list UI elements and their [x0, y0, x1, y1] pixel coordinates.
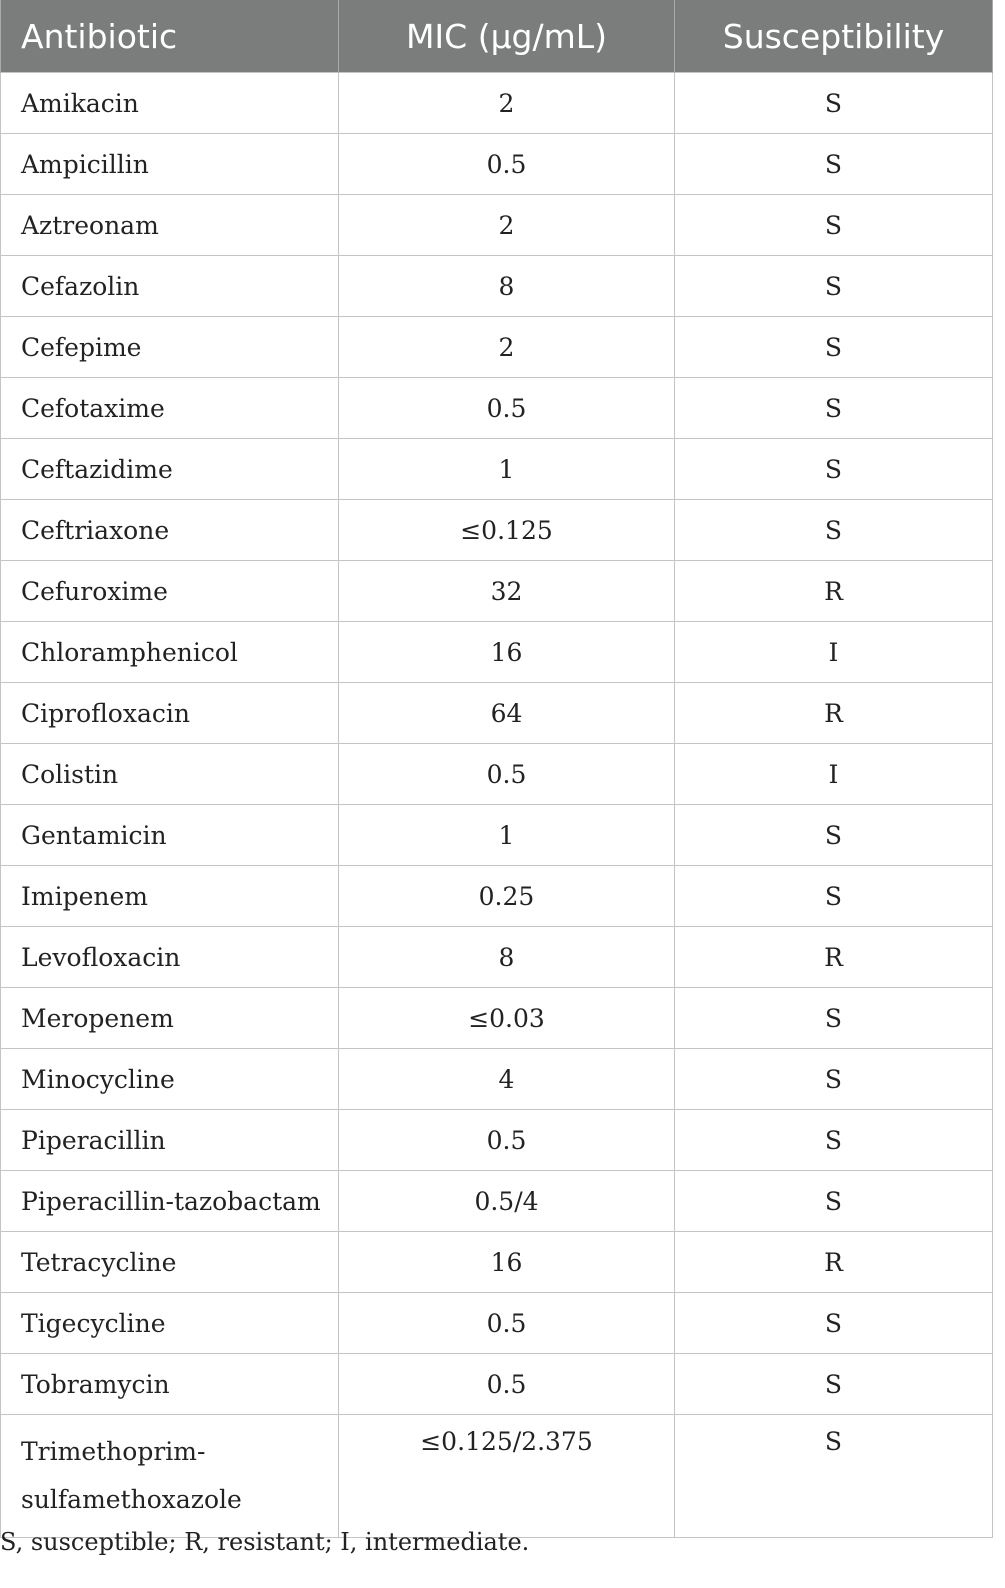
mic-cell: 1 — [339, 439, 675, 500]
antibiotic-cell: Ciprofloxacin — [1, 683, 339, 744]
table-row — [1, 988, 993, 1049]
antibiotic-cell: Levofloxacin — [1, 927, 339, 988]
antibiotic-cell: Minocycline — [1, 1049, 339, 1110]
antibiotic-cell: Piperacillin — [1, 1110, 339, 1171]
mic-cell: 0.5 — [339, 134, 675, 195]
antibiotic-cell: Cefazolin — [1, 256, 339, 317]
antibiotic-cell: Ceftazidime — [1, 439, 339, 500]
table-row — [1, 927, 993, 988]
mic-cell: 16 — [339, 1232, 675, 1293]
table-row — [1, 378, 993, 439]
antibiotic-name-line2: sulfamethoxazole — [21, 1485, 242, 1514]
table-row — [1, 866, 993, 927]
mic-cell: 8 — [339, 927, 675, 988]
table-row — [1, 134, 993, 195]
antibiotic-cell: Colistin — [1, 744, 339, 805]
table-row — [1, 439, 993, 500]
susceptibility-cell: S — [675, 1415, 993, 1538]
table-header — [1, 0, 993, 73]
table-row — [1, 73, 993, 134]
susceptibility-cell: S — [675, 317, 993, 378]
mic-cell: 0.5 — [339, 1293, 675, 1354]
table-row — [1, 805, 993, 866]
susceptibility-cell: S — [675, 866, 993, 927]
table-footnote: S, susceptible; R, resistant; I, intermediate. — [0, 1528, 530, 1556]
table-row — [1, 1171, 993, 1232]
header-antibiotic: Antibiotic — [1, 0, 339, 73]
mic-cell: 0.5 — [339, 744, 675, 805]
table-row — [1, 1232, 993, 1293]
table-row — [1, 561, 993, 622]
table-row — [1, 1415, 993, 1538]
antibiotic-cell: Cefotaxime — [1, 378, 339, 439]
susceptibility-cell: S — [675, 73, 993, 134]
table-row — [1, 1049, 993, 1110]
mic-cell: 0.5 — [339, 1110, 675, 1171]
antibiotic-cell: Tigecycline — [1, 1293, 339, 1354]
susceptibility-cell: S — [675, 805, 993, 866]
mic-cell: ≤0.03 — [339, 988, 675, 1049]
susceptibility-cell: I — [675, 622, 993, 683]
table-row — [1, 1354, 993, 1415]
table-row — [1, 500, 993, 561]
susceptibility-cell: S — [675, 500, 993, 561]
table-row — [1, 195, 993, 256]
antibiotic-cell: Ampicillin — [1, 134, 339, 195]
table-row — [1, 683, 993, 744]
mic-cell: 8 — [339, 256, 675, 317]
susceptibility-cell: S — [675, 1110, 993, 1171]
susceptibility-cell: S — [675, 1354, 993, 1415]
table-row — [1, 317, 993, 378]
antibiotic-cell: Chloramphenicol — [1, 622, 339, 683]
susceptibility-cell: R — [675, 561, 993, 622]
susceptibility-cell: S — [675, 1171, 993, 1232]
mic-cell: ≤0.125 — [339, 500, 675, 561]
susceptibility-cell: I — [675, 744, 993, 805]
antibiotic-cell: Aztreonam — [1, 195, 339, 256]
antibiotic-cell: Cefuroxime — [1, 561, 339, 622]
susceptibility-cell: R — [675, 683, 993, 744]
header-susceptibility: Susceptibility — [675, 0, 993, 73]
susceptibility-cell: S — [675, 195, 993, 256]
antibiotic-cell: Piperacillin-tazobactam — [1, 1171, 339, 1232]
susceptibility-cell: R — [675, 1232, 993, 1293]
susceptibility-cell: S — [675, 1293, 993, 1354]
table-row — [1, 256, 993, 317]
antibiotic-cell: Ceftriaxone — [1, 500, 339, 561]
mic-cell: 0.5 — [339, 378, 675, 439]
mic-cell: 32 — [339, 561, 675, 622]
susceptibility-cell: S — [675, 988, 993, 1049]
mic-cell: 16 — [339, 622, 675, 683]
mic-cell: 0.25 — [339, 866, 675, 927]
susceptibility-cell: S — [675, 439, 993, 500]
antibiotic-cell: Meropenem — [1, 988, 339, 1049]
antibiotic-cell: Cefepime — [1, 317, 339, 378]
mic-cell: 2 — [339, 195, 675, 256]
mic-cell: 0.5/4 — [339, 1171, 675, 1232]
mic-cell: 2 — [339, 317, 675, 378]
mic-cell: 2 — [339, 73, 675, 134]
antibiotic-cell — [1, 1415, 339, 1538]
table-row — [1, 1293, 993, 1354]
mic-cell: 0.5 — [339, 1354, 675, 1415]
table-row — [1, 744, 993, 805]
table-body — [1, 73, 993, 1538]
antibiotic-cell: Amikacin — [1, 73, 339, 134]
antibiotic-name-line1: Trimethoprim- — [21, 1437, 206, 1466]
mic-cell: 4 — [339, 1049, 675, 1110]
susceptibility-cell: S — [675, 256, 993, 317]
table-row — [1, 1110, 993, 1171]
mic-cell: 1 — [339, 805, 675, 866]
mic-cell: ≤0.125/2.375 — [339, 1415, 675, 1538]
antibiotic-cell: Tobramycin — [1, 1354, 339, 1415]
susceptibility-cell: S — [675, 134, 993, 195]
susceptibility-cell: S — [675, 378, 993, 439]
susceptibility-cell: R — [675, 927, 993, 988]
mic-cell: 64 — [339, 683, 675, 744]
susceptibility-cell: S — [675, 1049, 993, 1110]
header-row — [1, 0, 993, 73]
antibiotic-cell: Tetracycline — [1, 1232, 339, 1293]
table-row — [1, 622, 993, 683]
antibiotic-cell: Imipenem — [1, 866, 339, 927]
antibiotic-cell: Gentamicin — [1, 805, 339, 866]
header-mic: MIC (μg/mL) — [339, 0, 675, 73]
